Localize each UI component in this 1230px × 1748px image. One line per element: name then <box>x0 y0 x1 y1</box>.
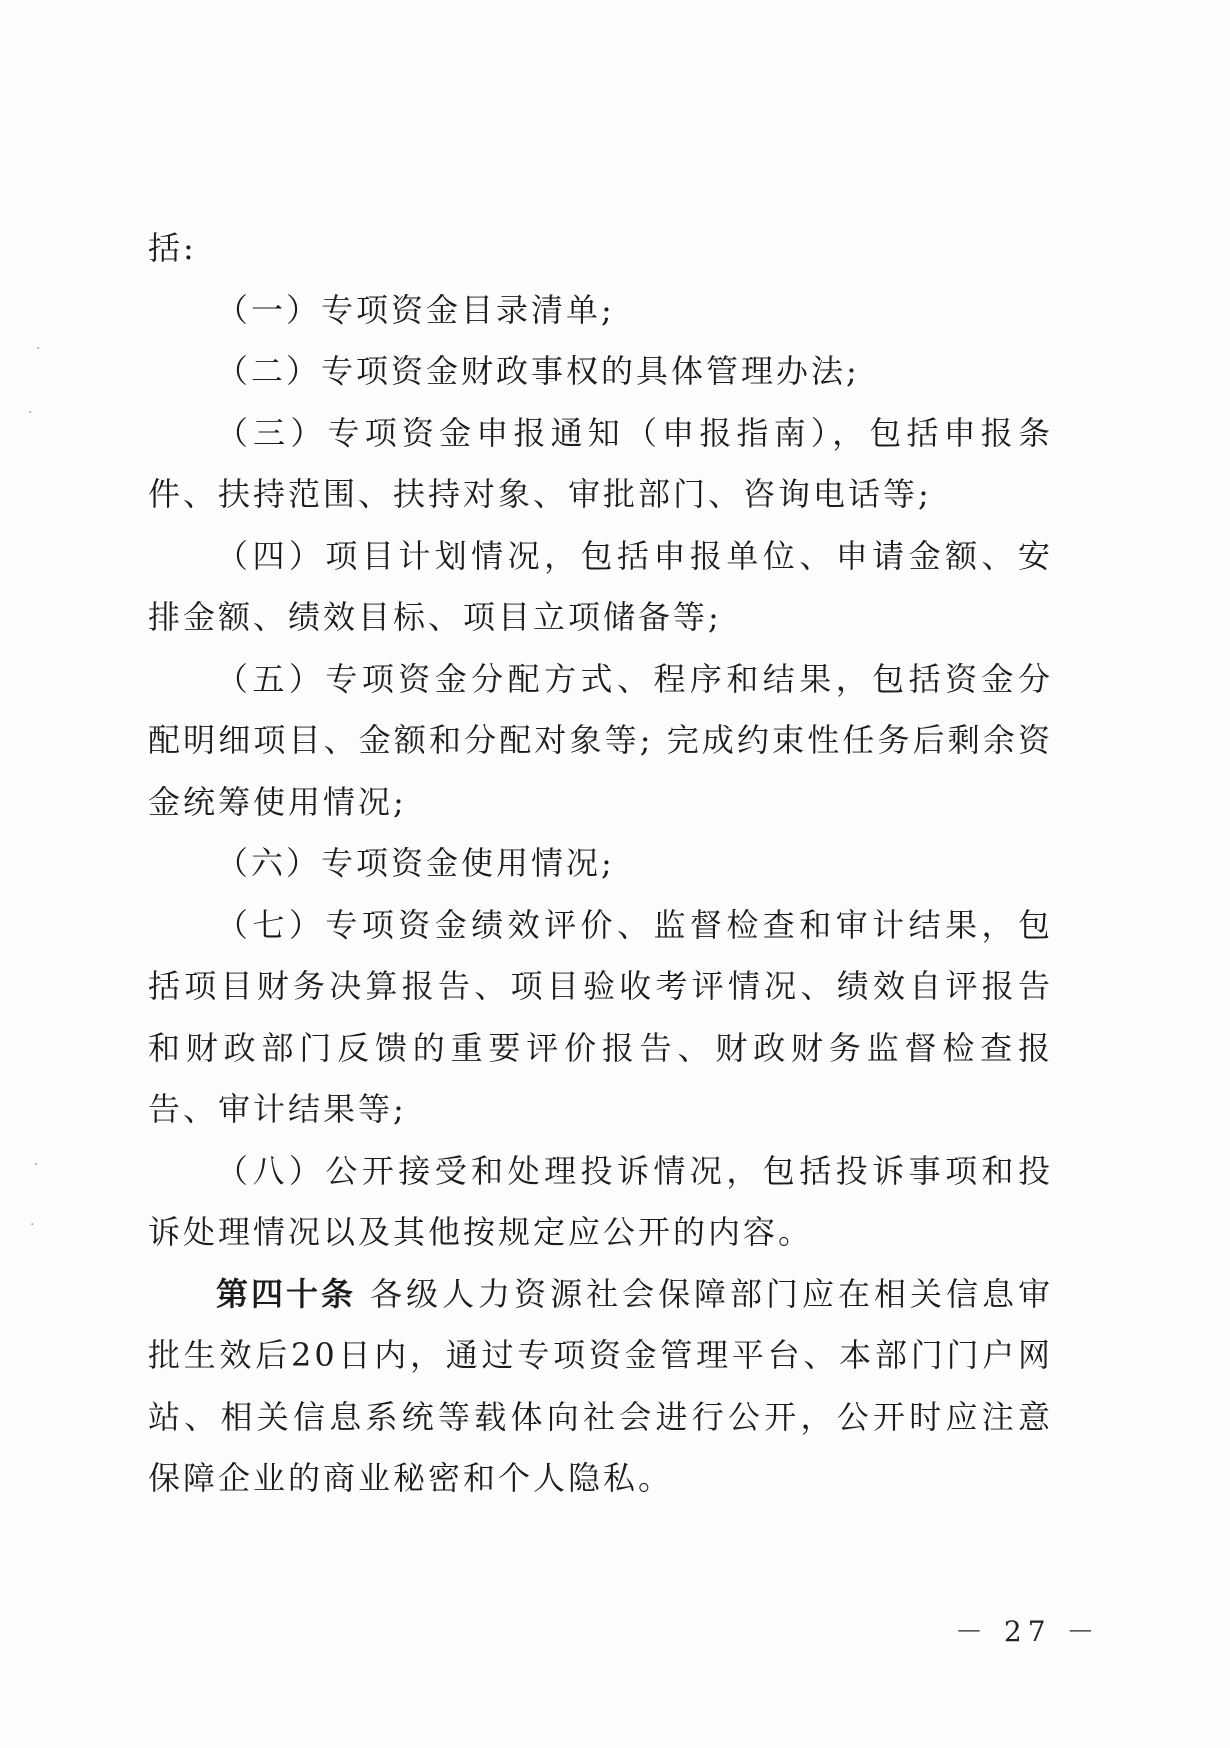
list-item-8: （八）公开接受和处理投诉情况，包括投诉事项和投诉处理情况以及其他按规定应公开的内容。 <box>148 1151 1053 1251</box>
list-item-7: （七）专项资金绩效评价、监督检查和审计结果，包括项目财务决算报告、项目验收考评情况、绩效自评报告和财政部门反馈的重要评价报告、财政财务监督检查报告、审计结果等; <box>148 905 1053 1128</box>
body-text <box>148 218 1053 1510</box>
article-40 <box>148 1264 1053 1510</box>
list-item-6: （六）专项资金使用情况; <box>216 844 615 882</box>
list-item-1: （一）专项资金目录清单; <box>216 290 615 329</box>
paragraph-continuation: 括: <box>148 229 197 267</box>
page-number: － 27 － <box>955 1615 1101 1648</box>
scan-mark-decoration: · <box>36 341 41 357</box>
list-item-4: （四）项目计划情况，包括申报单位、申请金额、安排金额、绩效目标、项目立项储备等; <box>148 536 1053 636</box>
article-number: 第四十条 <box>216 1274 356 1313</box>
scan-mark-decoration: · <box>28 405 33 421</box>
scan-mark-decoration: · <box>34 1157 39 1173</box>
scan-mark-decoration: · <box>30 1217 35 1233</box>
list-item-3: （三）专项资金申报通知（申报指南），包括申报条件、扶持范围、扶持对象、审批部门、咨询电话等; <box>148 413 1053 513</box>
article-body: 各级人力资源社会保障部门应在相关信息审批生效后20日内，通过专项资金管理平台、本部门门户网站、相关信息系统等载体向社会进行公开，公开时应注意保障企业的商业秘密和个人隐私。 <box>148 1274 1053 1497</box>
list-item-5: （五）专项资金分配方式、程序和结果，包括资金分配明细项目、金额和分配对象等; 完成约束性任务后剩余资金统筹使用情况; <box>148 659 1053 821</box>
list-item-2: （二）专项资金财政事权的具体管理办法; <box>216 352 860 390</box>
